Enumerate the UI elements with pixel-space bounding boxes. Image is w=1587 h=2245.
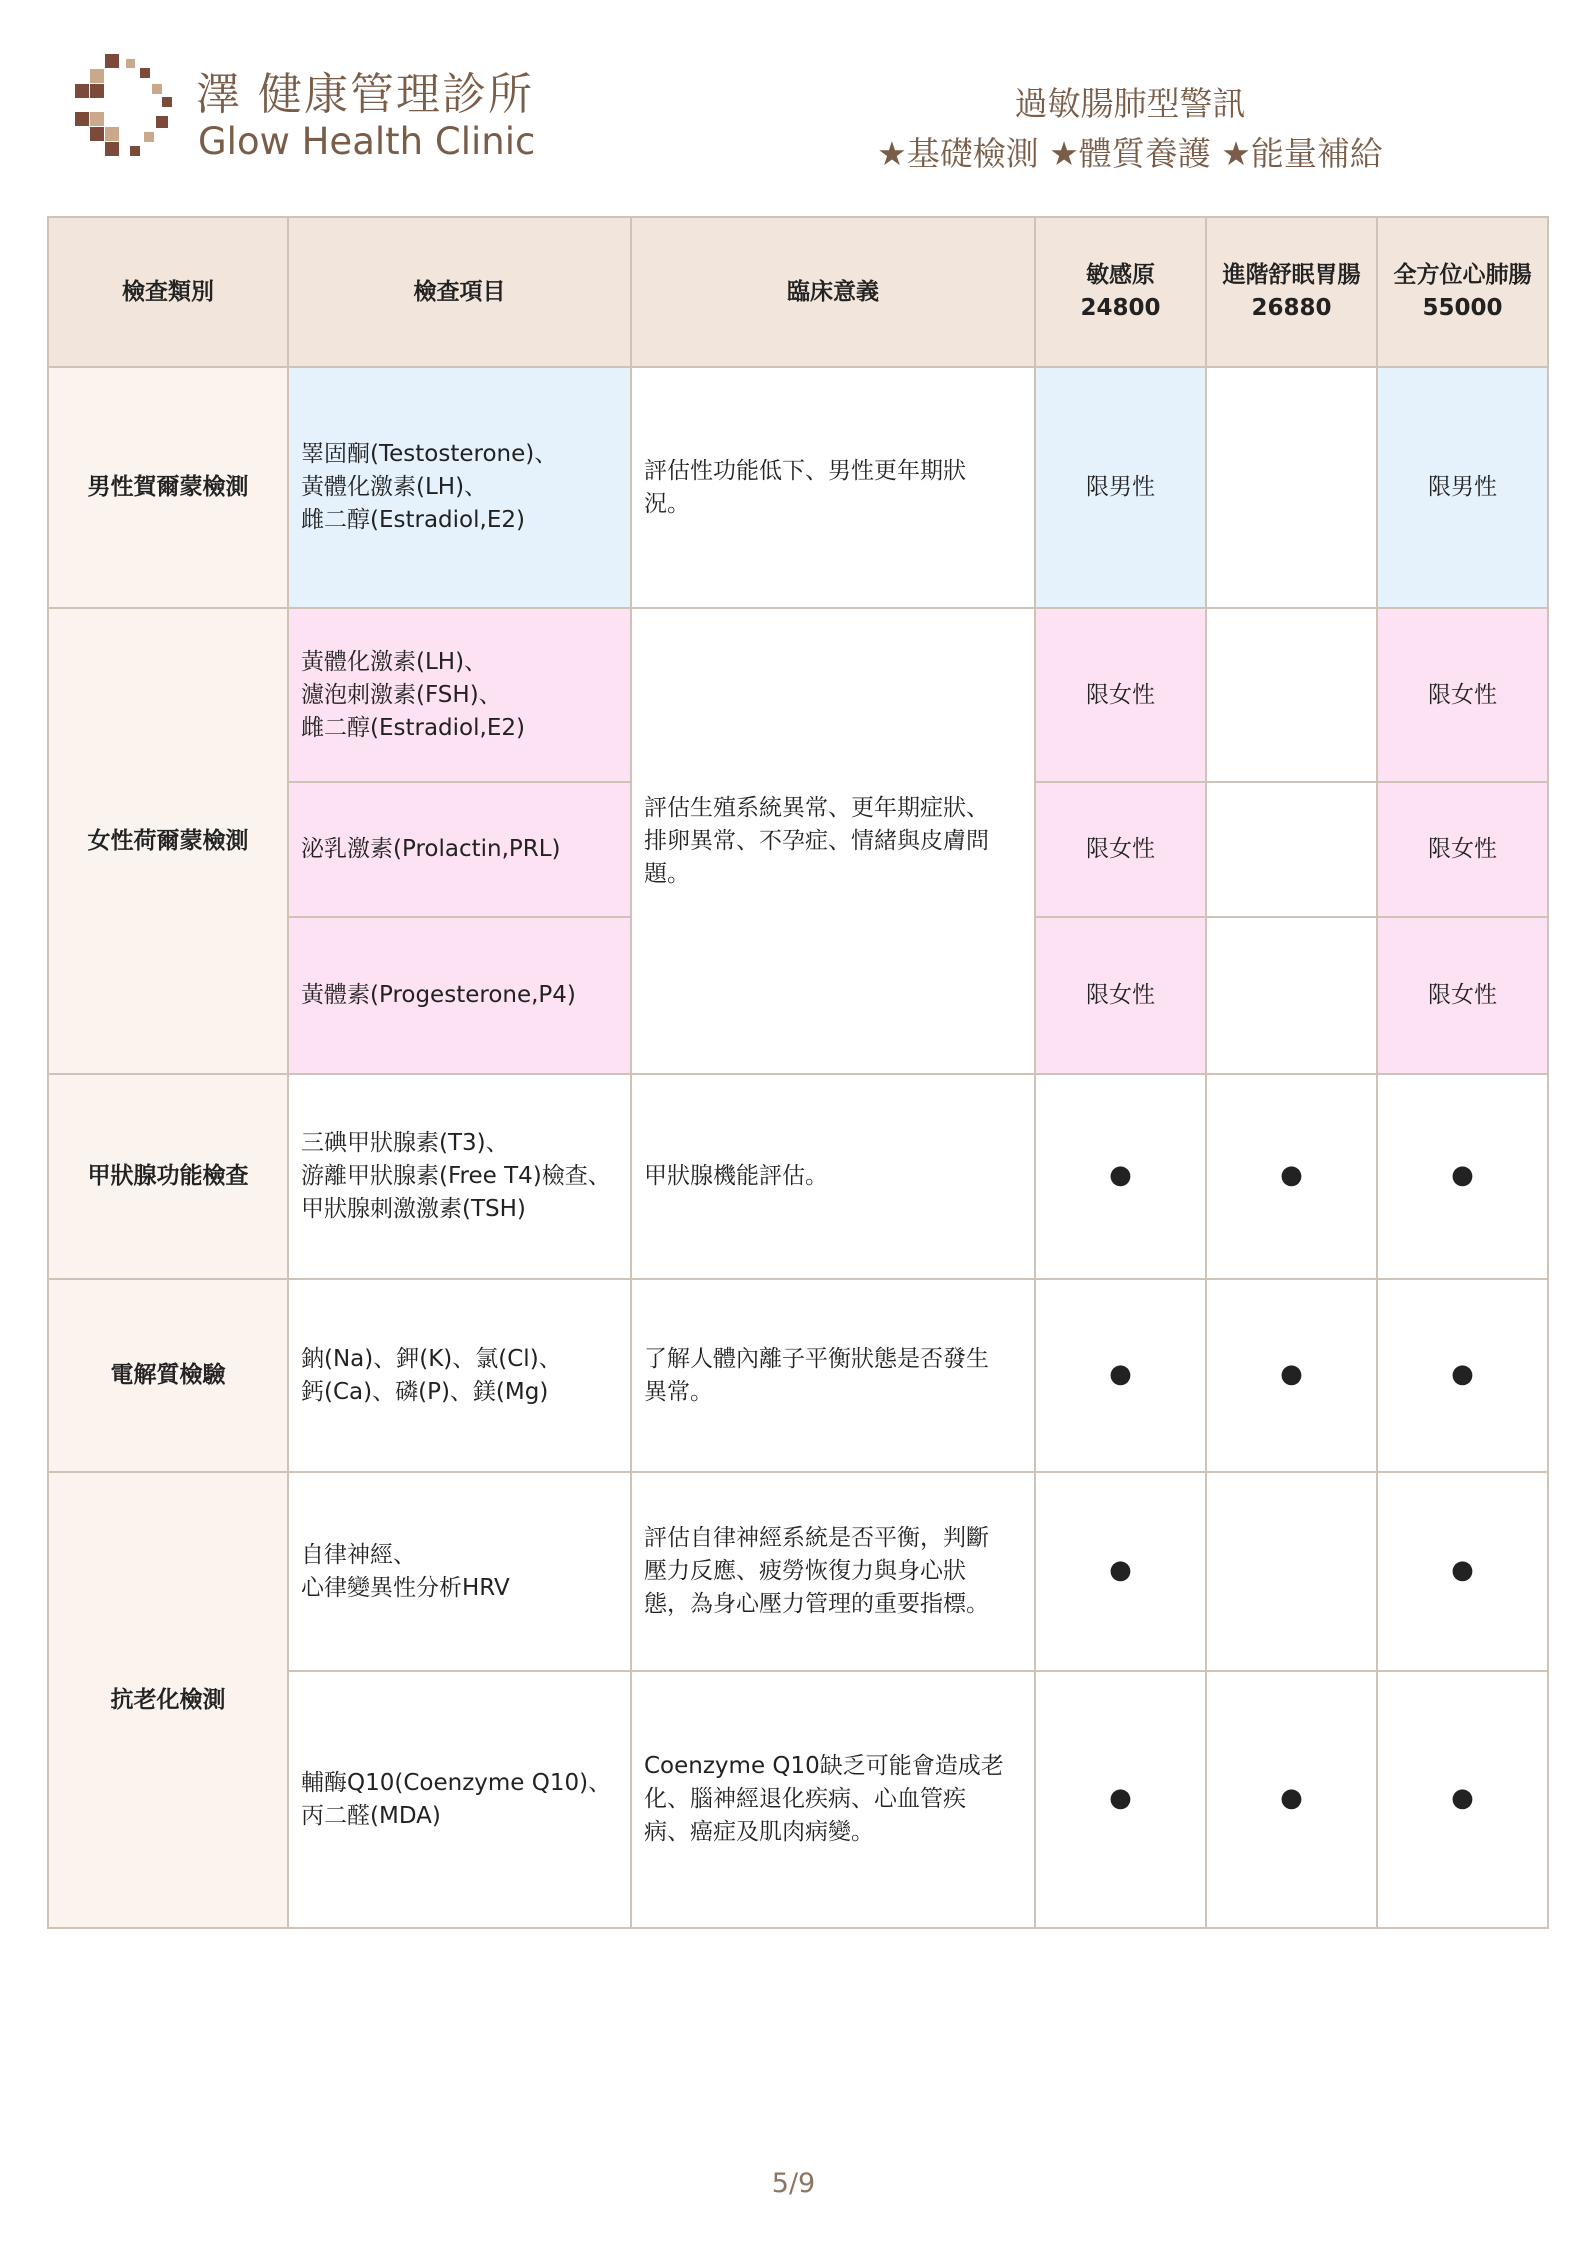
item-female-progesterone: 黃體素(Progesterone,P4): [288, 917, 631, 1074]
male-plan-3: 限男性: [1377, 367, 1548, 608]
item-male-hormone: [288, 367, 631, 608]
item-thyroid: [288, 1074, 631, 1279]
thyroid-plan-3: [1377, 1074, 1548, 1279]
significance-antiaging-coq10: [631, 1671, 1035, 1928]
significance-line: 化、腦神經退化疾病、心血管疾: [644, 1786, 966, 1812]
significance-line: 況。: [644, 490, 690, 517]
category-thyroid: 甲狀腺功能檢查: [48, 1074, 288, 1279]
female-1-plan-1: 限女性: [1035, 608, 1206, 782]
exam-table: [47, 216, 1549, 1929]
item-line: 雌二醇(Estradiol,E2): [301, 714, 525, 741]
item-line: 濾泡刺激素(FSH)、: [301, 681, 502, 708]
table-row-female-hormone-1: [48, 608, 1548, 782]
female-2-plan-2: [1206, 782, 1377, 917]
plan-3-name: 全方位心肺腸: [1393, 262, 1532, 288]
item-line: 輔酶Q10(Coenzyme Q10)、: [301, 1769, 612, 1796]
female-2-plan-1: 限女性: [1035, 782, 1206, 917]
significance-electrolyte: [631, 1279, 1035, 1472]
clinic-name-english: Glow Health Clinic: [198, 120, 536, 163]
clinic-name-chinese: 澤 健康管理診所: [196, 69, 534, 120]
item-line: 自律神經、: [301, 1541, 416, 1568]
header-plan-3: [1377, 217, 1548, 367]
thyroid-plan-1: [1035, 1074, 1206, 1279]
item-female-prolactin: 泌乳激素(Prolactin,PRL): [288, 782, 631, 917]
antiaging-2-plan-3: [1377, 1671, 1548, 1928]
plan-1-price: 24800: [1080, 295, 1161, 321]
male-plan-1: 限男性: [1035, 367, 1206, 608]
header-category: 檢查類別: [48, 217, 288, 367]
significance-line: 評估生殖系統異常、更年期症狀、: [644, 794, 989, 821]
antiaging-1-plan-2: [1206, 1472, 1377, 1671]
significance-male-hormone: [631, 367, 1035, 608]
included-dot-icon: ●: [1451, 1160, 1474, 1190]
plan-3-price: 55000: [1422, 295, 1503, 321]
category-antiaging: 抗老化檢測: [48, 1472, 288, 1928]
female-1-plan-3: 限女性: [1377, 608, 1548, 782]
included-dot-icon: ●: [1451, 1359, 1474, 1389]
female-3-plan-2: [1206, 917, 1377, 1074]
female-3-plan-3: 限女性: [1377, 917, 1548, 1074]
item-antiaging-coq10: [288, 1671, 631, 1928]
item-line: 雌二醇(Estradiol,E2): [301, 507, 525, 533]
table-row-antiaging-1: [48, 1472, 1548, 1671]
item-line: 鈣(Ca)、磷(P)、鎂(Mg): [301, 1378, 549, 1405]
item-line: 三碘甲狀腺素(T3)、: [301, 1130, 509, 1156]
table-row-electrolyte: [48, 1279, 1548, 1472]
electrolyte-plan-1: [1035, 1279, 1206, 1472]
included-dot-icon: ●: [1280, 1160, 1303, 1190]
antiaging-1-plan-1: [1035, 1472, 1206, 1671]
significance-thyroid: 甲狀腺機能評估。: [631, 1074, 1035, 1279]
electrolyte-plan-2: [1206, 1279, 1377, 1472]
included-dot-icon: ●: [1109, 1160, 1132, 1190]
table-header-row: [48, 217, 1548, 367]
antiaging-1-plan-3: [1377, 1472, 1548, 1671]
female-2-plan-3: 限女性: [1377, 782, 1548, 917]
included-dot-icon: ●: [1451, 1555, 1474, 1585]
significance-line: 了解人體內離子平衡狀態是否發生: [644, 1345, 989, 1372]
item-line: 黃體化激素(LH)、: [301, 648, 488, 675]
significance-line: 態，為身心壓力管理的重要指標。: [644, 1591, 989, 1617]
category-male-hormone: 男性賀爾蒙檢測: [48, 367, 288, 608]
plan-2-name: 進階舒眠胃腸: [1222, 262, 1361, 288]
female-3-plan-1: 限女性: [1035, 917, 1206, 1074]
included-dot-icon: ●: [1109, 1359, 1132, 1389]
item-line: 鈉(Na)、鉀(K)、氯(Cl)、: [301, 1345, 562, 1372]
electrolyte-plan-3: [1377, 1279, 1548, 1472]
significance-line: 排卵異常、不孕症、情緒與皮膚問: [644, 827, 989, 854]
header-item: 檢查項目: [288, 217, 631, 367]
item-line: 睪固酮(Testosterone)、: [301, 441, 558, 467]
thyroid-plan-2: [1206, 1074, 1377, 1279]
header-significance: 臨床意義: [631, 217, 1035, 367]
significance-line: 病、癌症及肌肉病變。: [644, 1819, 874, 1845]
included-dot-icon: ●: [1280, 1359, 1303, 1389]
header-plan-2: [1206, 217, 1377, 367]
plan-1-name: 敏感原: [1086, 262, 1155, 288]
antiaging-2-plan-2: [1206, 1671, 1377, 1928]
item-antiaging-hrv: [288, 1472, 631, 1671]
significance-line: Coenzyme Q10缺乏可能會造成老: [644, 1753, 1004, 1779]
included-dot-icon: ●: [1109, 1555, 1132, 1585]
document-subtitle: ★基礎檢測 ★體質養護 ★能量補給: [877, 134, 1383, 173]
included-dot-icon: ●: [1451, 1783, 1474, 1813]
male-plan-2: [1206, 367, 1377, 608]
clinic-logo-icon: [72, 54, 187, 169]
significance-female-hormone: [631, 608, 1035, 1074]
significance-antiaging-hrv: [631, 1472, 1035, 1671]
included-dot-icon: ●: [1109, 1783, 1132, 1813]
significance-line: 評估性功能低下、男性更年期狀: [644, 457, 966, 484]
item-line: 心律變異性分析HRV: [301, 1574, 510, 1601]
item-electrolyte: [288, 1279, 631, 1472]
significance-line: 評估自律神經系統是否平衡，判斷: [644, 1525, 989, 1551]
header-plan-1: [1035, 217, 1206, 367]
item-line: 黃體化激素(LH)、: [301, 474, 488, 500]
item-line: 丙二醛(MDA): [301, 1802, 441, 1829]
category-female-hormone: 女性荷爾蒙檢測: [48, 608, 288, 1074]
item-line: 甲狀腺刺激激素(TSH): [301, 1196, 526, 1222]
plan-2-price: 26880: [1251, 295, 1332, 321]
significance-line: 異常。: [644, 1378, 713, 1405]
document-title: 過敏腸肺型警訊: [1014, 84, 1246, 123]
item-female-lh-fsh-e2: [288, 608, 631, 782]
table-row-male-hormone: [48, 367, 1548, 608]
significance-line: 壓力反應、疲勞恢復力與身心狀: [644, 1558, 966, 1584]
significance-line: 題。: [644, 860, 690, 887]
category-electrolyte: 電解質檢驗: [48, 1279, 288, 1472]
included-dot-icon: ●: [1280, 1783, 1303, 1813]
page-header: [0, 0, 1587, 200]
item-line: 游離甲狀腺素(Free T4)檢查、: [301, 1163, 611, 1189]
page-number: 5/9: [771, 2168, 816, 2199]
antiaging-2-plan-1: [1035, 1671, 1206, 1928]
table-row-thyroid: [48, 1074, 1548, 1279]
female-1-plan-2: [1206, 608, 1377, 782]
